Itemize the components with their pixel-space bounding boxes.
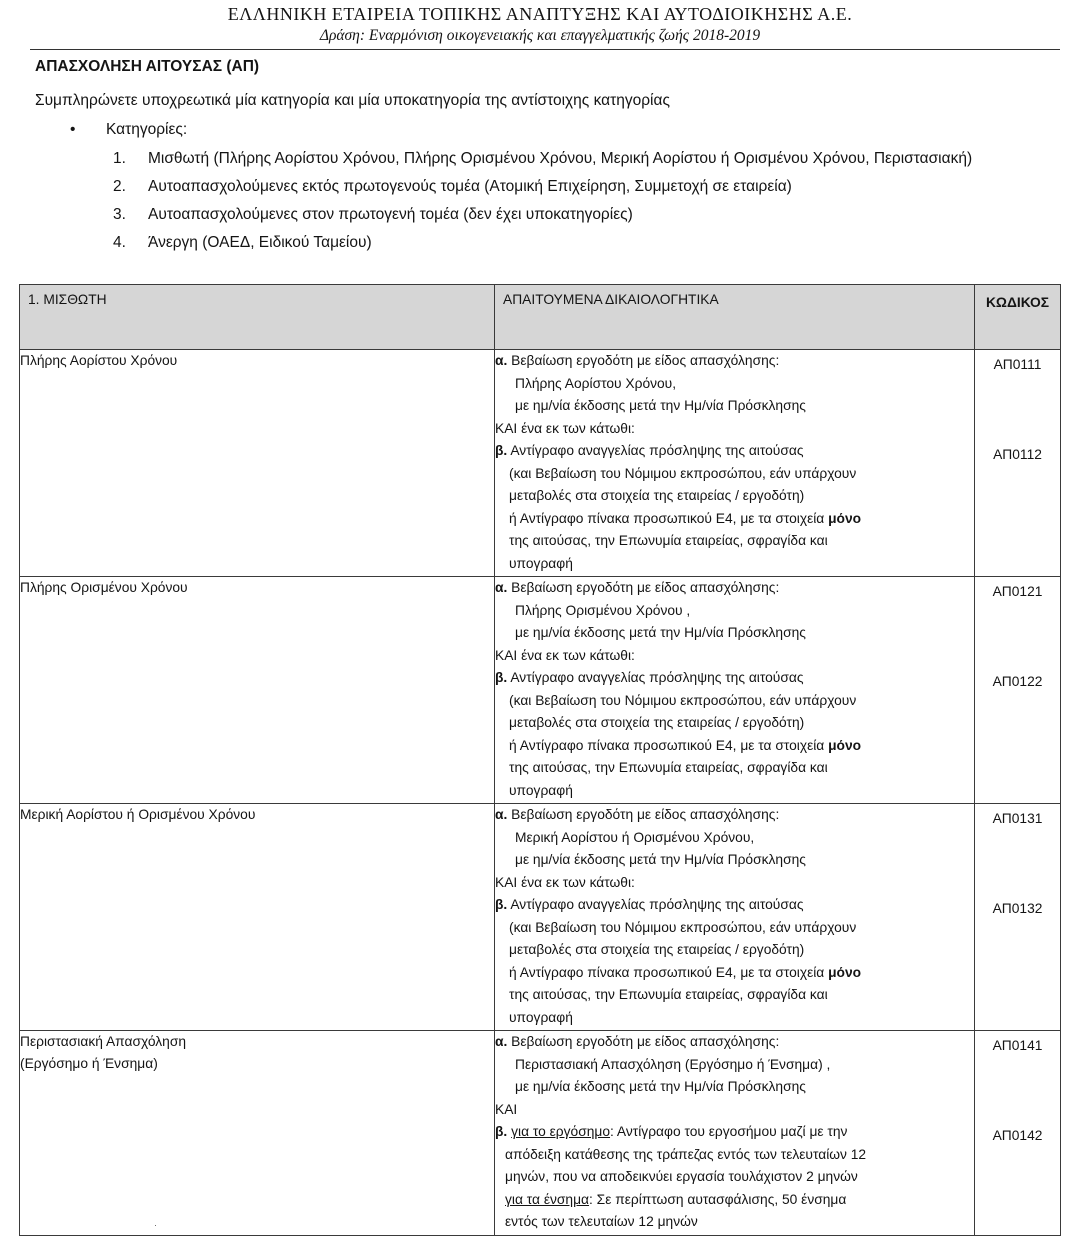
- category-item: [113, 234, 372, 252]
- table-row: [20, 577, 1061, 804]
- doc-line: Πλήρης Ορισμένου Χρόνου ,: [515, 602, 691, 618]
- doc-line: μηνών, που να αποδεικνύει εργασία τουλάχιστον 2 μηνών: [505, 1169, 858, 1184]
- code-value: ΑΠ0141: [992, 1038, 1043, 1053]
- doc-line: μεταβολές στα στοιχεία της εταιρείας / εργοδότη): [509, 488, 805, 503]
- category-number: 2.: [113, 178, 126, 195]
- doc-line: υπογραφή: [509, 782, 573, 798]
- instruction-text: Συμπληρώνετε υποχρεωτικά μία κατηγορία και μία υποκατηγορία της αντίστοιχης κατηγορίας: [35, 92, 670, 109]
- doc-line: (και Βεβαίωση του Νόμιμου εκπροσώπου, εάν υπάρχουν: [509, 692, 857, 708]
- code-cell: [975, 577, 1061, 804]
- doc-line: της αιτούσας, την Επωνυμία εταιρείας, σφραγίδα και: [509, 533, 828, 548]
- categories-label: Κατηγορίες:: [106, 121, 188, 138]
- doc-line: (και Βεβαίωση του Νόμιμου εκπροσώπου, εάν υπάρχουν: [509, 919, 857, 935]
- item-label: α.: [495, 353, 508, 368]
- item-label: β.: [495, 897, 508, 912]
- doc-line: Αντίγραφο αναγγελίας πρόσληψης της αιτούσας: [510, 897, 804, 912]
- doc-line: εντός των τελευταίων 12 μηνών: [505, 1214, 698, 1229]
- connector-text: ΚΑΙ ένα εκ των κάτωθι:: [495, 420, 635, 436]
- doc-line: μεταβολές στα στοιχεία της εταιρείας / εργοδότη): [509, 715, 805, 730]
- table-header-row: [20, 285, 1061, 350]
- doc-line: : Σε περίπτωση αυτασφάλισης, 50 ένσημα: [589, 1191, 847, 1207]
- table-row: [20, 350, 1061, 577]
- doc-line: της αιτούσας, την Επωνυμία εταιρείας, σφραγίδα και: [509, 987, 828, 1002]
- doc-line: : Αντίγραφο του εργοσήμου μαζί με την: [610, 1124, 848, 1139]
- employment-type: Πλήρης Αορίστου Χρόνου: [20, 350, 495, 577]
- table-row: [20, 804, 1061, 1031]
- header-documents: ΑΠΑΙΤΟΥΜΕΝΑ ΔΙΚΑΙΟΛΟΓΗΤΙΚΑ: [495, 285, 975, 350]
- code-value: ΑΠ0142: [992, 1127, 1043, 1143]
- scan-speck: ·: [154, 1220, 157, 1230]
- category-item: [113, 150, 972, 168]
- header-category: 1. ΜΙΣΘΩΤΗ: [20, 285, 495, 350]
- code-value: ΑΠ0122: [992, 673, 1043, 689]
- doc-line: ή Αντίγραφο πίνακα προσωπικού Ε4, με τα στοιχεία: [509, 510, 829, 526]
- doc-line: με ημ/νία έκδοσης μετά την Ημ/νία Πρόσκλησης: [515, 1079, 806, 1094]
- category-number: 4.: [113, 234, 126, 251]
- type-line: (Εργόσημο ή Ένσημα): [20, 1056, 158, 1071]
- emphasis-text: μόνο: [828, 964, 862, 980]
- doc-line: μεταβολές στα στοιχεία της εταιρείας / εργοδότη): [509, 942, 805, 957]
- doc-line: Πλήρης Αορίστου Χρόνου,: [515, 375, 677, 391]
- category-text: Μισθωτή (Πλήρης Αορίστου Χρόνου, Πλήρης Ορισμένου Χρόνου, Μερική Αορίστου ή Ορισμένου Χρόνου, Περιστασιακή): [148, 150, 973, 167]
- employment-type: Μερική Αορίστου ή Ορισμένου Χρόνου: [20, 804, 495, 1031]
- code-cell: [975, 804, 1061, 1031]
- item-label: β.: [495, 443, 508, 458]
- doc-line: υπογραφή: [509, 555, 573, 571]
- code-value: ΑΠ0132: [992, 900, 1043, 916]
- code-cell: [975, 350, 1061, 577]
- doc-line: ή Αντίγραφο πίνακα προσωπικού Ε4, με τα στοιχεία: [509, 964, 829, 980]
- doc-line: (και Βεβαίωση του Νόμιμου εκπροσώπου, εάν υπάρχουν: [509, 465, 857, 481]
- connector-text: ΚΑΙ ένα εκ των κάτωθι:: [495, 647, 635, 663]
- bullet-icon: •: [70, 121, 76, 138]
- underlined-text: για τα ένσημα: [505, 1191, 590, 1207]
- header-code: ΚΩΔΙΚΟΣ: [975, 285, 1061, 350]
- emphasis-text: μόνο: [828, 510, 862, 526]
- employment-type: [20, 1031, 495, 1236]
- connector-text: ΚΑΙ: [495, 1101, 518, 1117]
- code-value: ΑΠ0121: [992, 584, 1043, 599]
- category-item: [113, 206, 633, 224]
- doc-line: με ημ/νία έκδοσης μετά την Ημ/νία Πρόσκλησης: [515, 625, 806, 640]
- doc-line: Περιστασιακή Απασχόληση (Εργόσημο ή Ένσημα) ,: [515, 1056, 831, 1072]
- doc-line: Βεβαίωση εργοδότη με είδος απασχόλησης:: [511, 1034, 780, 1049]
- doc-line: Αντίγραφο αναγγελίας πρόσληψης της αιτούσας: [510, 443, 804, 458]
- category-number: 3.: [113, 206, 126, 223]
- code-cell: [975, 1031, 1061, 1236]
- doc-line: απόδειξη κατάθεσης της τράπεζας εντός των τελευταίων 12: [505, 1146, 867, 1162]
- doc-line: της αιτούσας, την Επωνυμία εταιρείας, σφραγίδα και: [509, 760, 828, 775]
- doc-line: με ημ/νία έκδοσης μετά την Ημ/νία Πρόσκλησης: [515, 852, 806, 867]
- documents-table: [19, 284, 1061, 1236]
- category-text: Αυτοαπασχολούμενες εκτός πρωτογενούς τομέα (Ατομική Επιχείρηση, Συμμετοχή σε εταιρεία): [148, 178, 792, 195]
- action-subtitle: Δράση: Εναρμόνιση οικογενειακής και επαγγελματικής ζωής 2018-2019: [319, 27, 761, 44]
- emphasis-text: μόνο: [828, 737, 862, 753]
- doc-line: υπογραφή: [509, 1009, 573, 1025]
- section-title: ΑΠΑΣΧΟΛΗΣΗ ΑΙΤΟΥΣΑΣ (ΑΠ): [35, 58, 260, 75]
- item-label: α.: [495, 1034, 508, 1049]
- required-documents: [495, 577, 975, 804]
- doc-line: Βεβαίωση εργοδότη με είδος απασχόλησης:: [511, 580, 780, 595]
- required-documents: [495, 350, 975, 577]
- header-divider: [30, 49, 1060, 50]
- doc-line: με ημ/νία έκδοσης μετά την Ημ/νία Πρόσκλησης: [515, 398, 806, 413]
- code-value: ΑΠ0111: [993, 357, 1042, 372]
- required-documents: [495, 1031, 975, 1236]
- item-label: β.: [495, 1124, 508, 1139]
- doc-line: Βεβαίωση εργοδότη με είδος απασχόλησης:: [511, 807, 780, 822]
- doc-line: Βεβαίωση εργοδότη με είδος απασχόλησης:: [511, 353, 780, 368]
- category-item: [113, 178, 792, 196]
- doc-line: Αντίγραφο αναγγελίας πρόσληψης της αιτούσας: [510, 670, 804, 685]
- required-documents: [495, 804, 975, 1031]
- category-text: Αυτοαπασχολούμενες στον πρωτογενή τομέα (δεν έχει υποκατηγορίες): [148, 206, 633, 223]
- item-label: β.: [495, 670, 508, 685]
- employment-type: Πλήρης Ορισμένου Χρόνου: [20, 577, 495, 804]
- category-number: 1.: [113, 150, 126, 167]
- underlined-text: για το εργόσημο: [511, 1124, 611, 1139]
- type-line: Περιστασιακή Απασχόληση: [20, 1034, 187, 1049]
- table-row: [20, 1031, 1061, 1236]
- item-label: α.: [495, 580, 508, 595]
- category-text: Άνεργη (ΟΑΕΔ, Ειδικού Ταμείου): [148, 234, 372, 251]
- doc-line: ή Αντίγραφο πίνακα προσωπικού Ε4, με τα στοιχεία: [509, 737, 829, 753]
- item-label: α.: [495, 807, 508, 822]
- code-value: ΑΠ0112: [993, 446, 1042, 462]
- doc-line: Μερική Αορίστου ή Ορισμένου Χρόνου,: [515, 829, 755, 845]
- code-value: ΑΠ0131: [992, 811, 1043, 826]
- connector-text: ΚΑΙ ένα εκ των κάτωθι:: [495, 874, 635, 890]
- organization-title: ΕΛΛΗΝΙΚΗ ΕΤΑΙΡΕΙΑ ΤΟΠΙΚΗΣ ΑΝΑΠΤΥΞΗΣ ΚΑΙ ΑΥΤΟΔΙΟΙΚΗΣΗΣ Α.Ε.: [227, 4, 853, 24]
